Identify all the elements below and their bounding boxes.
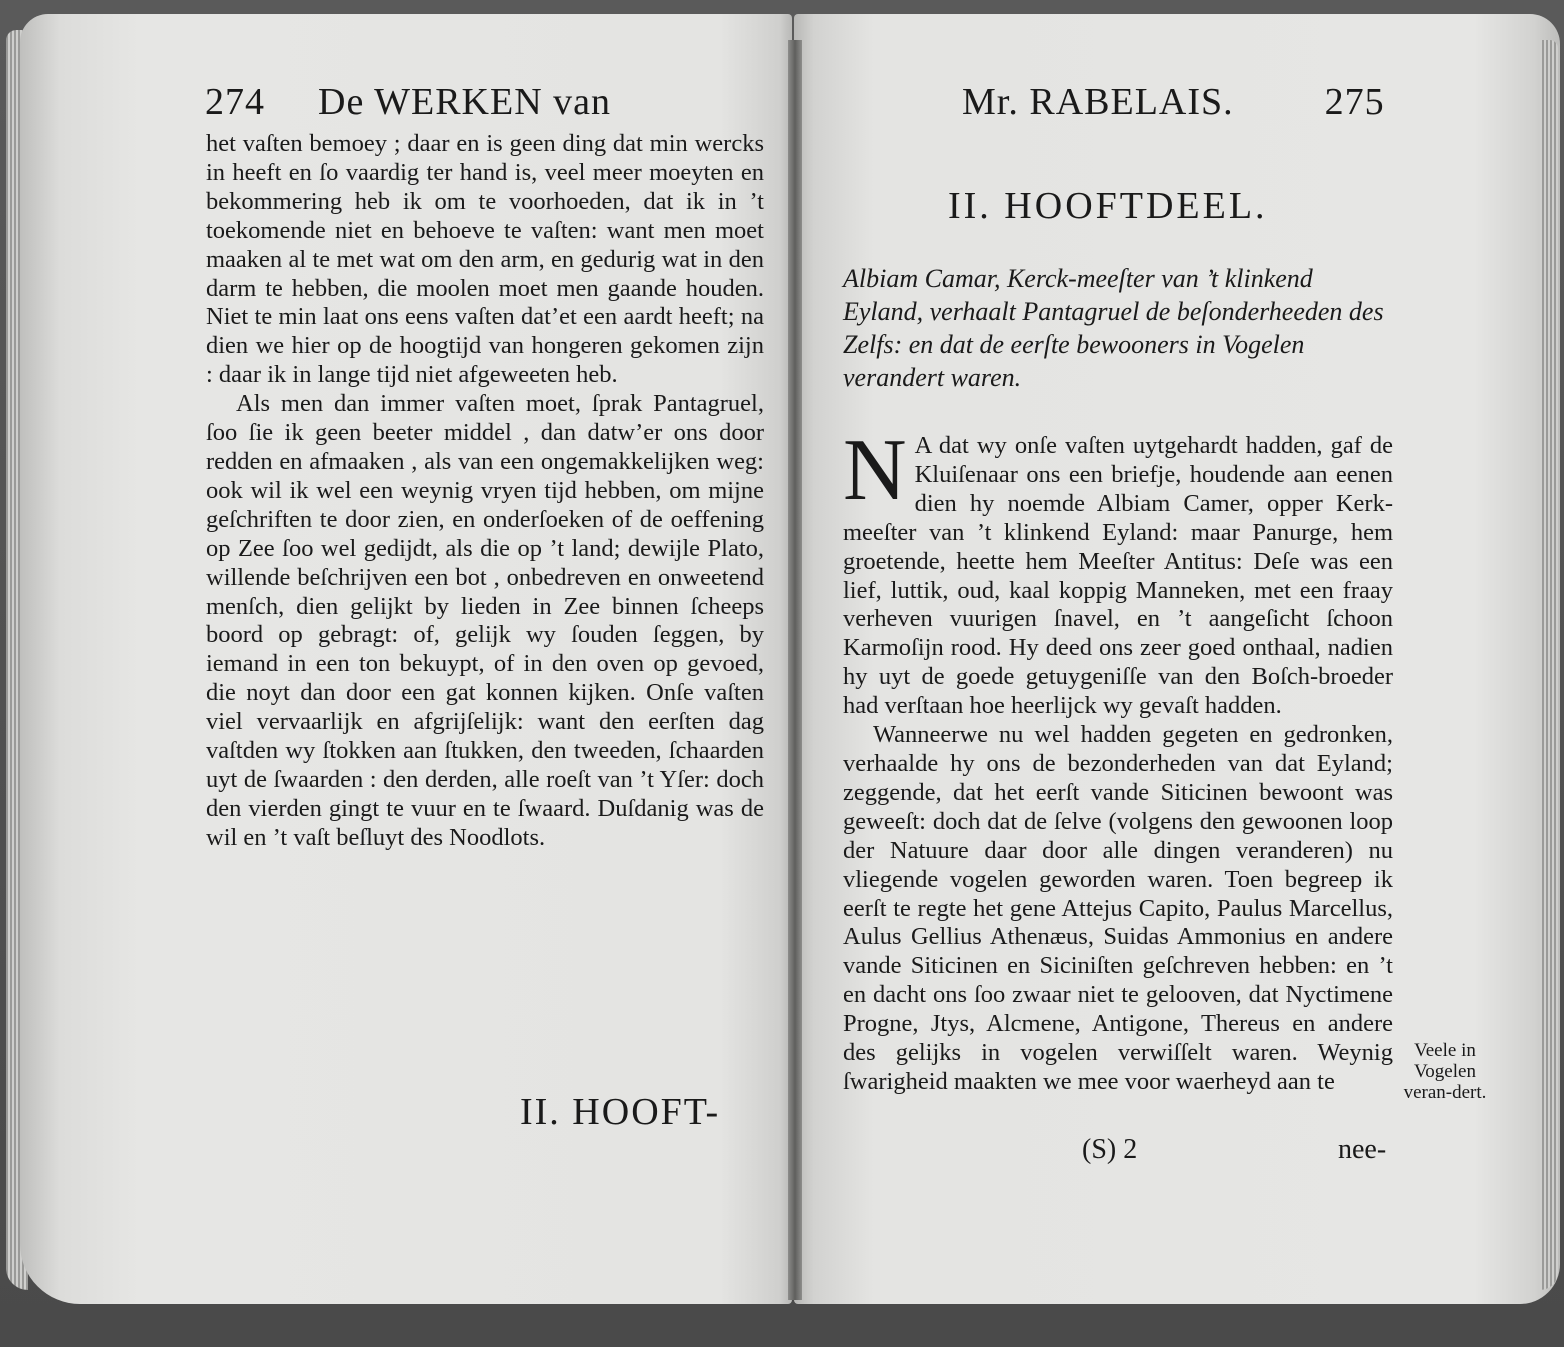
left-page-number: 274	[205, 81, 265, 123]
left-page-text	[206, 130, 764, 853]
chapter-summary: Albiam Camar, Kerck-meeſter van ’t klinkend Eyland, verhaalt Pantagruel de beſonderheeden des Zelfs: en dat de eerſte bewooners in Vogelen verandert waren.	[843, 264, 1384, 392]
right-catchword: nee-	[1338, 1134, 1387, 1165]
left-running-header	[205, 80, 675, 136]
right-page-text	[843, 422, 1393, 1097]
left-running-head: De WERKEN van	[318, 81, 612, 123]
left-catchword: II. HOOFT-	[520, 1091, 721, 1133]
left-paragraph-1: het vaſten bemoey ; daar en is geen ding dat min wercks in heeft en ſo vaardig ter hand is, veel meer moeyten en bekommering heb ik om te voorhoeden, dat ik in ’t toekomende niet en behoeve te vaſten: want men moet maaken al te met wat om den arm, en gedurig wat in den darm te hebben, die moolen moet men gaande houden. Niet te min laat ons eens vaſten dat’et een aardt heeft; na dien we hier op de hoogtijd van hongeren gekomen zijn : daar ik in lange tijd niet afgeweeten heb.	[206, 130, 764, 389]
book-gutter	[788, 40, 802, 1300]
chapter-title: II. HOOFTDEEL.	[948, 185, 1268, 227]
right-running-head: Mr. RABELAIS.	[962, 81, 1234, 123]
right-running-header	[962, 80, 1402, 136]
drop-capital: N	[843, 422, 907, 519]
right-page-edges	[1540, 40, 1558, 1290]
signature-mark: (S) 2	[1082, 1134, 1138, 1165]
margin-note: Veele in Vogelen veran-dert.	[1403, 1040, 1487, 1103]
right-paragraph-1	[843, 422, 1393, 721]
left-paragraph-2: Als men dan immer vaſten moet, ſprak Pantagruel, ſoo ſie ik geen beeter middel , dan datw’er ons door redden en afmaaken , als van een ongemakkelijken weg: ook wil ik wel een weynig vryen tijd hebben, om mijne geſchriften te door zien, en onderſoeken of de oeffening op Zee ſoo wel gedijdt, als die op ’t land; dewijle Plato, willende beſchrijven een bot , onbedreven en onweetend menſch, dien gelijkt by lieden in Zee binnen ſcheeps boord op gebragt: of, gelijk wy ſouden ſeggen, by iemand in een ton bekuypt, of in den oven op gevoed, die noyt dan door een gat konnen kijken. Onſe vaſten viel vervaarlijk en afgrijſelijk: want den eerſten dag vaſtden wy ſtokken aan ſtukken, den tweeden, ſchaarden uyt de ſwaarden : den derden, alle roeſt van ’t Yſer: doch den vierden gingt te vuur en te ſwaard. Duſdanig was de wil en ’t vaſt beſluyt des Noodlots.	[206, 390, 764, 851]
right-paragraph-1-text: A dat wy onſe vaſten uytgehardt hadden, gaf de Kluiſenaar ons een briefje, houdende aan eenen dien hy noemde Albiam Camer, opper Kerk-meeſter van ’t klinkend Eyland: maar Panurge, hem groetende, heette hem Meeſter Antitus: Deſe was een lief, luttik, oud, kaal koppig Manneken, met een fraay verheven vuurigen ſnavel, en ’t aangeſicht ſchoon Karmoſijn rood. Hy deed ons zeer goed onthaal, nadien hy uyt de goede getuygeniſſe van den Boſch-broeder had verſtaan hoe heerlijck wy gevaſt hadden.	[843, 432, 1393, 720]
right-paragraph-2: Wanneerwe nu wel hadden gegeten en gedronken, verhaalde hy ons de bezonderheden van dat Eyland; zeggende, dat het eerſt vande Siticinen bewoont was geweeſt: doch dat de ſelve (volgens den gewoonen loop der Natuure daar door alle dingen veranderen) nu vliegende vogelen geworden waren. Toen begreep ik eerſt te regte het gene Attejus Capito, Paulus Marcellus, Aulus Gellius Athenæus, Suidas Ammonius en andere vande Siticinen en Siciniſten geſchreven hebben: en ’t en dacht ons ſoo zwaar niet te gelooven, dat Nyctimene Progne, Jtys, Alcmene, Antigone, Thereus en andere des gelijks in vogelen verwiſſelt waren. Weynig ſwarigheid maakten we mee voor waerheyd aan te	[843, 721, 1393, 1095]
right-page-number: 275	[1324, 81, 1385, 123]
